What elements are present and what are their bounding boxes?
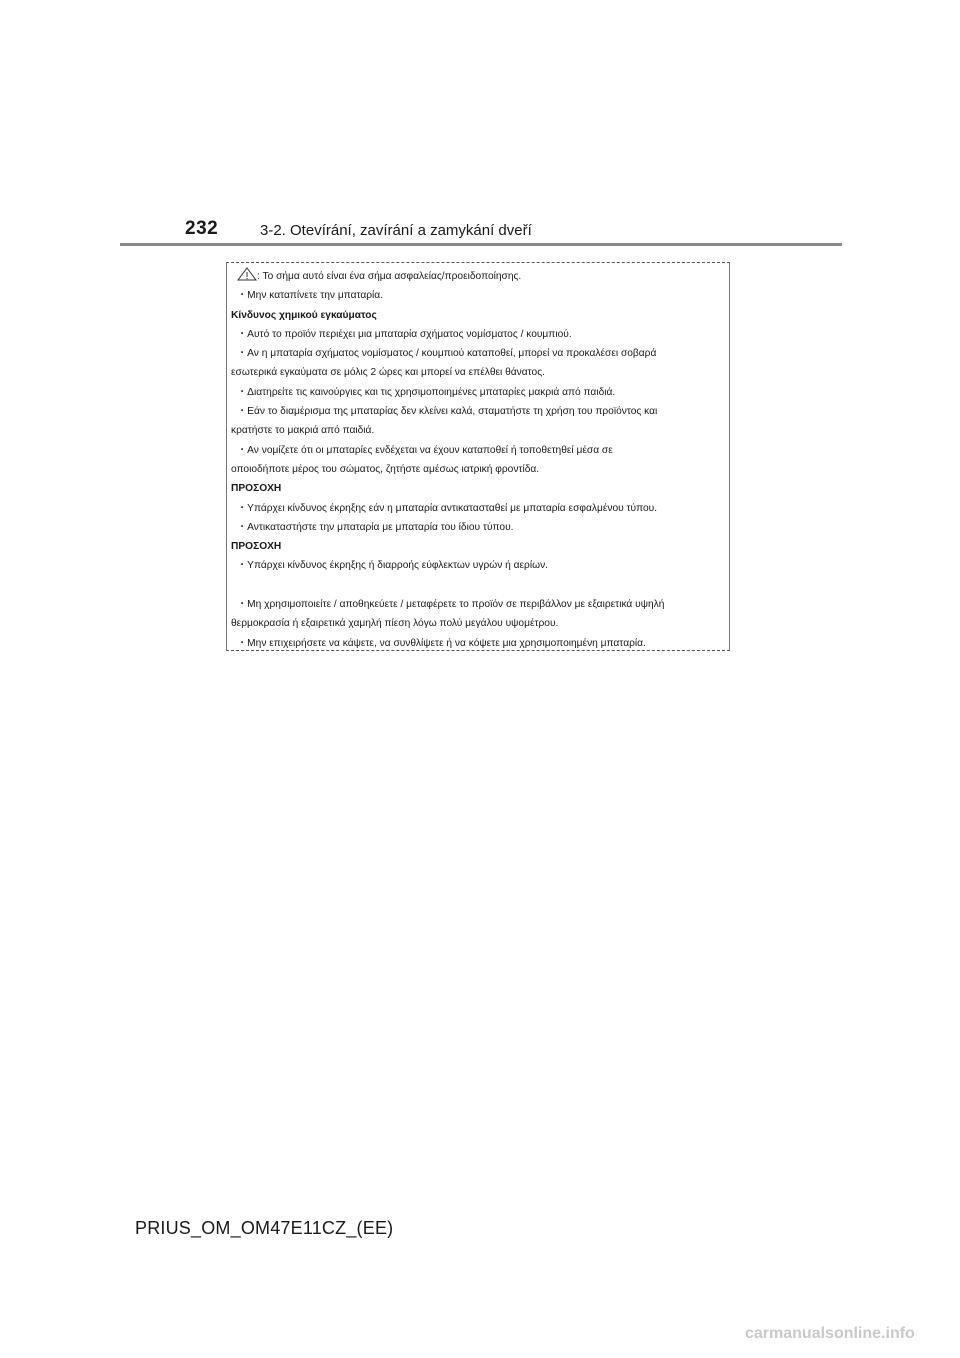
label-bullet-item: ・Μην επιχειρήσετε να κάψετε, να συνθλίψετε ή να κόψετε μια χρησιμοποιημένη μπαταρία. xyxy=(237,637,646,649)
section-title: 3-2. Otevírání, zavírání a zamykání dveří xyxy=(260,222,532,239)
label-heading: Κίνδυνος χημικού εγκαύματος xyxy=(231,309,377,321)
label-continuation-text: κρατήστε το μακριά από παιδιά. xyxy=(231,425,375,437)
page-number: 232 xyxy=(185,218,219,239)
label-bullet-item: ・Υπάρχει κίνδυνος έκρηξης ή διαρροής εύφλεκτων υγρών ή αερίων. xyxy=(237,560,548,572)
label-bullet-item: ・Μη χρησιμοποιείτε / αποθηκεύετε / μεταφέρετε το προϊόν σε περιβάλλον με εξαιρετικά υψηλή xyxy=(237,599,665,611)
label-bullet-item: ・Αν νομίζετε ότι οι μπαταρίες ενδέχεται να έχουν καταποθεί ή τοποθετηθεί μέσα σε xyxy=(237,444,613,456)
watermark: carmanualsonline.info xyxy=(745,1325,915,1342)
header-divider xyxy=(120,243,842,246)
label-continuation-text: οποιοδήποτε μέρος του σώματος, ζητήστε αμέσως ιατρική φροντίδα. xyxy=(231,463,540,475)
battery-warning-label xyxy=(226,262,730,651)
label-bullet-item: ・Διατηρείτε τις καινούργιες και τις χρησιμοποιημένες μπαταρίες μακριά από παιδιά. xyxy=(237,386,616,398)
label-continuation-text: εσωτερικά εγκαύματα σε μόλις 2 ώρες και μπορεί να επέλθει θάνατος. xyxy=(231,367,545,379)
label-bullet-item: ・Αν η μπαταρία σχήματος νομίσματος / κουμπιού καταποθεί, μπορεί να προκαλέσει σοβαρά xyxy=(237,348,657,360)
label-bullet-item: ・Αυτό το προϊόν περιέχει μια μπαταρία σχήματος νομίσματος / κουμπιού. xyxy=(237,328,572,340)
warning-symbol-line xyxy=(231,267,729,286)
warning-triangle-icon xyxy=(237,267,257,281)
label-bullet-item: ・Μην καταπίνετε την μπαταρία. xyxy=(237,290,384,302)
label-bullet-item: ・Υπάρχει κίνδυνος έκρηξης εάν η μπαταρία αντικατασταθεί με μπαταρία εσφαλμένου τύπου. xyxy=(237,502,658,514)
label-bullet-item: ・Εάν το διαμέρισμα της μπαταρίας δεν κλείνει καλά, σταματήστε τη χρήση του προϊόντος και xyxy=(237,406,658,418)
label-bullet-item: ・Αντικαταστήστε την μπαταρία με μπαταρία του ίδιου τύπου. xyxy=(237,521,514,533)
document-code: PRIUS_OM_OM47E11CZ_(EE) xyxy=(135,1218,394,1238)
warning-symbol-text: : Το σήμα αυτό είναι ένα σήμα ασφαλείας/προειδοποίησης. xyxy=(257,271,522,282)
label-heading: ΠΡΟΣΟΧΗ xyxy=(231,483,282,495)
blank-line xyxy=(231,576,729,595)
label-continuation-text: θερμοκρασία ή εξαιρετικά χαμηλή πίεση λόγω πολύ μεγάλου υψομέτρου. xyxy=(231,618,559,630)
label-heading: ΠΡΟΣΟΧΗ xyxy=(231,541,282,553)
